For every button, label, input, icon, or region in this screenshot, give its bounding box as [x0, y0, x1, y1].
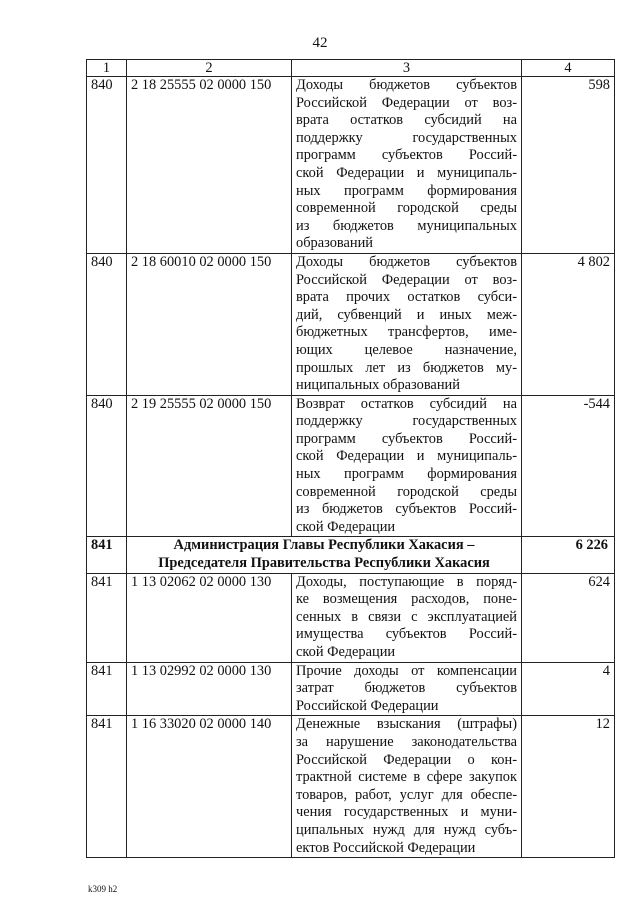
description-line: бюджетных трансфертов, име-: [296, 324, 517, 341]
description-line: программ субъектов Россий-: [296, 147, 517, 164]
description-line: товаров, работ, услуг для обеспе-: [296, 786, 517, 803]
description-line: затрат бюджетов субъектов: [296, 680, 517, 697]
description-cell: [292, 77, 522, 254]
description-line: ской Федерации: [296, 518, 396, 535]
amount-cell: -544: [522, 395, 615, 537]
amount-cell: 4: [522, 662, 615, 716]
description-line: имущества субъектов Россий-: [296, 626, 517, 643]
page-number: 42: [312, 35, 328, 51]
admin-code-cell: 840: [87, 77, 127, 254]
admin-code-cell: 841: [87, 662, 127, 716]
description-line: прошлых лет из бюджетов му-: [296, 359, 517, 376]
description-line: чения государственных и муни-: [296, 804, 517, 821]
amount-cell: 6 226: [522, 537, 615, 573]
admin-code-cell: 840: [87, 253, 127, 395]
table-row: [87, 77, 615, 254]
description-line: за нарушение законодательства: [296, 733, 517, 750]
table-header-row: [87, 60, 615, 77]
description-line: образований: [296, 235, 373, 252]
budget-code-cell: 1 16 33020 02 0000 140: [127, 716, 292, 858]
description-line: Доходы, поступающие в поряд-: [296, 573, 517, 590]
column-header: 4: [522, 60, 615, 77]
description-cell: [292, 395, 522, 537]
description-line: Денежные взыскания (штрафы): [296, 716, 517, 733]
admin-code-cell: 840: [87, 395, 127, 537]
description-line: врата остатков субсидий на: [296, 112, 517, 129]
table-row: [87, 716, 615, 858]
description-cell: [292, 716, 522, 858]
description-line: дий, субвенций и иных меж-: [296, 306, 517, 323]
description-line: Российской Федерации от воз-: [296, 271, 517, 288]
amount-cell: 12: [522, 716, 615, 858]
description-line: ке возмещения расходов, поне-: [296, 591, 517, 608]
description-line: ектов Российской Федерации: [296, 839, 476, 856]
table-row: [87, 573, 615, 662]
section-title-cell: [127, 537, 522, 573]
amount-cell: 598: [522, 77, 615, 254]
description-line: поддержку государственных: [296, 129, 517, 146]
description-line: поддержку государственных: [296, 413, 517, 430]
table-body: [87, 77, 615, 858]
section-title-line: Администрация Главы Республики Хакасия –: [173, 537, 475, 554]
description-line: ципальных нужд для нужд субъ-: [296, 821, 517, 838]
footer-code: k309 h2: [88, 884, 118, 894]
budget-code-cell: 1 13 02062 02 0000 130: [127, 573, 292, 662]
column-header: 1: [87, 60, 127, 77]
description-line: ской Федерации и муниципаль-: [296, 448, 517, 465]
admin-code-cell: 841: [87, 716, 127, 858]
description-line: ниципальных образований: [296, 377, 460, 394]
description-line: Доходы бюджетов субъектов: [296, 77, 517, 93]
description-line: ской Федерации: [296, 644, 396, 660]
description-line: из бюджетов муниципальных: [296, 217, 517, 234]
table-row: [87, 662, 615, 716]
description-line: из бюджетов субъектов Россий-: [296, 501, 517, 518]
budget-table: [86, 59, 615, 858]
description-line: ных программ формирования: [296, 182, 517, 199]
description-line: Доходы бюджетов субъектов: [296, 253, 517, 270]
budget-code-cell: 2 18 25555 02 0000 150: [127, 77, 292, 254]
budget-code-cell: 1 13 02992 02 0000 130: [127, 662, 292, 716]
table-row: [87, 253, 615, 395]
description-cell: [292, 253, 522, 395]
column-header: 3: [292, 60, 522, 77]
admin-code-cell: 841: [87, 537, 127, 573]
section-row: [87, 537, 615, 573]
description-line: ных программ формирования: [296, 466, 517, 483]
table-row: [87, 395, 615, 537]
description-cell: [292, 573, 522, 662]
description-line: врата прочих остатков субси-: [296, 289, 517, 306]
description-cell: [292, 662, 522, 716]
description-line: Возврат остатков субсидий на: [296, 395, 517, 412]
budget-code-cell: 2 19 25555 02 0000 150: [127, 395, 292, 537]
description-line: Российской Федерации от воз-: [296, 94, 517, 111]
amount-cell: 4 802: [522, 253, 615, 395]
column-header: 2: [127, 60, 292, 77]
admin-code-cell: 841: [87, 573, 127, 662]
description-line: Российской Федерации о кон-: [296, 751, 517, 768]
description-line: программ субъектов Россий-: [296, 430, 517, 447]
section-title-line: Председателя Правительства Республики Хакасия: [158, 555, 490, 572]
amount-cell: 624: [522, 573, 615, 662]
description-line: ской Федерации и муниципаль-: [296, 164, 517, 181]
description-line: современной городской среды: [296, 483, 517, 500]
description-line: сенных в связи с эксплуатацией: [296, 608, 517, 625]
description-line: современной городской среды: [296, 200, 517, 217]
description-line: Прочие доходы от компенсации: [296, 662, 517, 679]
description-line: ющих целевое назначение,: [296, 341, 517, 358]
budget-code-cell: 2 18 60010 02 0000 150: [127, 253, 292, 395]
description-line: трактной системе в сфере закупок: [296, 769, 517, 786]
description-line: Российской Федерации: [296, 697, 439, 714]
